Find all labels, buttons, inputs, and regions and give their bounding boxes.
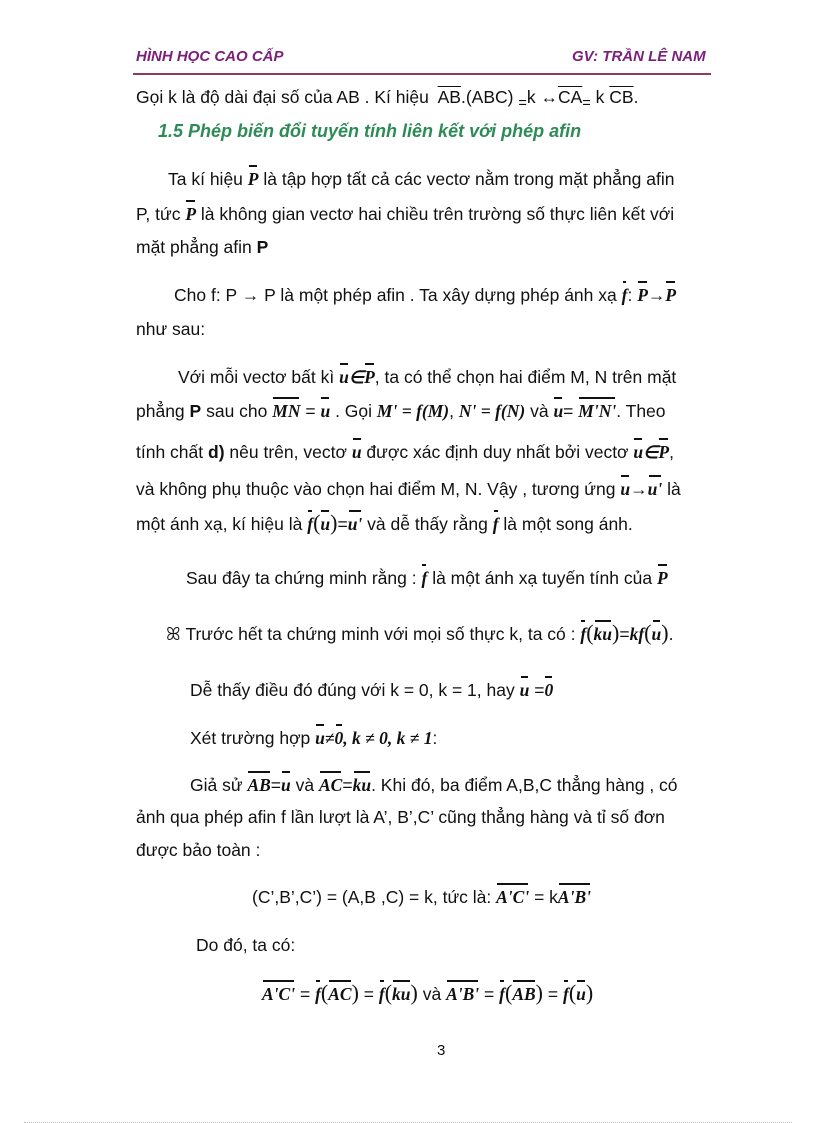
vector-p: P [656, 568, 668, 588]
vector-f: f [580, 624, 587, 644]
vector-ac: AC [319, 775, 343, 795]
para3-text-j: và không phụ thuộc vào chọn hai điểm M, N. Vậy , tương ứng [136, 479, 616, 499]
intro-cb: $\overline{CB}$ [609, 87, 634, 107]
para3-text-h: nêu trên, vectơ [229, 442, 347, 462]
vector-u: u [633, 442, 644, 462]
para1-line2 [136, 203, 674, 225]
para3-text-n: là một song ánh. [503, 514, 633, 534]
vector-f: f [421, 568, 428, 588]
vector-f: f [492, 514, 499, 534]
para8-line3: được bảo toàn : [136, 840, 261, 860]
conj-va: và [530, 401, 549, 421]
section-heading [158, 120, 581, 142]
para1-text-d: là không gian vectơ hai chiều trên trường số thực liên kết với [200, 204, 675, 224]
para8-text-a: Giả sử [190, 775, 243, 795]
para3-line5: một ánh xạ, kí hiệu là f(u)=u' và dễ thấy rằng f là một song ánh. [136, 510, 633, 535]
colon: : [432, 728, 438, 748]
n-prime: N' = f(N) [458, 401, 526, 421]
vector-mn: MN [272, 401, 301, 421]
para4-text-b: là một ánh xạ tuyến tính của [432, 568, 653, 588]
vector-ku: ku [392, 984, 411, 1004]
period: . [668, 624, 674, 644]
equals: = [534, 680, 545, 700]
vector-u: u [553, 401, 564, 421]
vector-p: P [364, 367, 375, 387]
property-d: d) [208, 442, 225, 462]
header-left: HÌNH HỌC CAO CẤP [136, 48, 284, 65]
vector-u: u [651, 624, 662, 644]
intro-text: Gọi k là độ dài đại số của AB . Kí hiệu [136, 87, 429, 107]
vector-u: u [339, 367, 349, 387]
para3-text-l: một ánh xạ, kí hiệu là [136, 514, 303, 534]
bullet-icon: ꕤ [166, 624, 181, 644]
equals: = [484, 984, 495, 1004]
vector-zero: 0 [334, 728, 344, 748]
para1-text-b: là tập hợp tất cả các vectơ nằm trong mặt phẳng afin [263, 169, 675, 189]
vector-apbp: A'B' [557, 887, 591, 907]
intro-iff: ↔ [540, 87, 558, 107]
vector-u-prime: u' [347, 514, 363, 534]
equals: = [547, 984, 559, 1004]
vector-ab: AB [247, 775, 271, 795]
para1-text-e: mặt phẳng afin [136, 237, 252, 257]
vector-u: u [320, 401, 331, 421]
vector-p: P [665, 285, 677, 305]
vector-u: u [620, 479, 631, 499]
conj-va: và [295, 775, 315, 795]
intro-k: k [526, 87, 536, 107]
para8-text-b: . Khi đó, ba điểm A,B,C thẳng hàng , có [371, 775, 678, 795]
para3-text-a: Với mỗi vectơ bất kì [178, 367, 335, 387]
plane-p: P [189, 401, 202, 421]
equals: = [342, 775, 353, 795]
vector-u-prime: u' [647, 479, 663, 499]
para3-text-c: phẳng [136, 401, 185, 421]
para6-line [190, 679, 553, 701]
para3-line3 [136, 441, 674, 463]
vector-f: f [307, 514, 314, 534]
para3-line4 [136, 478, 681, 500]
para4-line [186, 567, 668, 589]
vector-ku: ku [352, 775, 372, 795]
para1-line1 [168, 168, 674, 190]
vector-f: f [621, 285, 628, 305]
equals: = [270, 775, 282, 795]
intro-ca: $\overline{CA}$ [557, 87, 583, 107]
vector-u: u [315, 728, 325, 748]
para3-text-d: sau cho [206, 401, 268, 421]
vector-ku: ku [593, 624, 613, 644]
k-f: kf [629, 624, 645, 644]
intro-ab: $\overline{AB}$ [437, 87, 461, 107]
para3-text-e: . Gọi [335, 401, 373, 421]
vector-f: f [378, 984, 385, 1004]
para3-text-b: , ta có thể chọn hai điểm M, N trên mặt [374, 367, 677, 387]
vector-f: f [315, 984, 321, 1004]
para9-line [252, 886, 591, 908]
para8-line2: ảnh qua phép afin f lần lượt là A’, B’,C’ cũng thẳng hàng và tỉ số đơn [136, 807, 665, 827]
arrow-icon: → [647, 285, 666, 305]
element-of: ∈ [348, 367, 365, 387]
vector-zero: 0 [544, 680, 554, 700]
comma: , [449, 401, 454, 421]
intro-abc: .(ABC) [460, 87, 514, 107]
para3-text-k: là [667, 479, 681, 499]
intro-end: . [633, 87, 639, 107]
element-of: ∈ [643, 442, 659, 462]
para7-line [190, 727, 437, 749]
header-right: GV: TRẦN LÊ NAM [572, 48, 706, 65]
vector-u: u [281, 775, 291, 795]
vector-f: f [499, 984, 505, 1004]
colon: : [627, 285, 633, 305]
para3-line2 [136, 400, 666, 422]
vector-p: P [658, 442, 670, 462]
vector-ac: AC [328, 984, 352, 1004]
para3-line1 [178, 366, 676, 388]
para3-text-m: và dễ thấy rằng [367, 514, 488, 534]
section-title: Phép biến đổi tuyến tính liên kết với phép afin [188, 121, 582, 141]
para3-text-g: tính chất [136, 442, 204, 462]
para2-text-a: Cho f: P [174, 285, 237, 305]
para8-line1 [190, 774, 678, 796]
para3-text-i: được xác định duy nhất bởi vectơ [366, 442, 629, 462]
para9-text: (C’,B’,C’) = (A,B ,C) = k, tức là: [252, 887, 492, 907]
vector-p: P [247, 169, 259, 189]
vector-u: u [351, 442, 362, 462]
equals: = [563, 401, 574, 421]
conj-va: và [422, 984, 442, 1004]
para1-line3 [136, 236, 268, 258]
intro-eq2: = [582, 95, 591, 112]
equals: = [363, 984, 375, 1004]
intro-line [136, 86, 638, 115]
para2-line2: như sau: [136, 319, 206, 339]
arrow-icon: → [630, 479, 648, 499]
arrow-icon: → [241, 285, 260, 305]
vector-apcp: A'C' [262, 984, 296, 1004]
para5-line: ꕤ Trước hết ta chứng minh với mọi số thực k, ta có : f(ku)=kf(u). [166, 620, 674, 645]
para11-line: A'C' = f(AC) = f(ku) và A'B' = f(AB) = f(u) [262, 980, 594, 1005]
para2-text-b: P là một phép afin . Ta xây dựng phép ánh xạ [264, 285, 617, 305]
comma: , [669, 442, 674, 462]
vector-apcp: A'C' [496, 887, 530, 907]
not-equal: ≠ [324, 728, 335, 748]
k-conditions: , k ≠ 0, k ≠ 1 [343, 728, 433, 748]
equals: = [337, 514, 348, 534]
para7-text: Xét trường hợp [190, 728, 311, 748]
intro-kcb: k [595, 87, 605, 107]
vector-f: f [562, 984, 569, 1004]
vector-p: P [637, 285, 648, 305]
section-number: 1.5 [158, 121, 184, 141]
para1-text-c: P, tức [136, 204, 181, 224]
intro-eq1: = [518, 95, 527, 112]
equals-k: = k [534, 887, 558, 907]
para1-text-a: Ta kí hiệu [168, 169, 243, 189]
para2-line1 [174, 284, 676, 306]
vector-u: u [576, 984, 586, 1004]
page-number: 3 [437, 1042, 446, 1059]
equals: = [619, 624, 630, 644]
para3-text-f: . Theo [616, 401, 666, 421]
vector-u: u [320, 514, 331, 534]
plane-p: P [256, 237, 269, 257]
para10-line: Do đó, ta có: [196, 935, 296, 955]
equals: = [299, 984, 311, 1004]
equals: = [305, 401, 316, 421]
para4-text: Sau đây ta chứng minh rằng : [186, 568, 417, 588]
vector-ab: AB [512, 984, 536, 1004]
vector-mpnp: M'N' [578, 401, 617, 421]
header-rule [133, 73, 711, 75]
vector-p: P [185, 204, 197, 224]
vector-apbp: A'B' [446, 984, 480, 1004]
para6-text: Dễ thấy điều đó đúng với k = 0, k = 1, hay [190, 680, 515, 700]
para5-text: Trước hết ta chứng minh với mọi số thực k, ta có : [185, 624, 576, 644]
m-prime: M' = f(M) [376, 401, 450, 421]
vector-u: u [519, 680, 530, 700]
